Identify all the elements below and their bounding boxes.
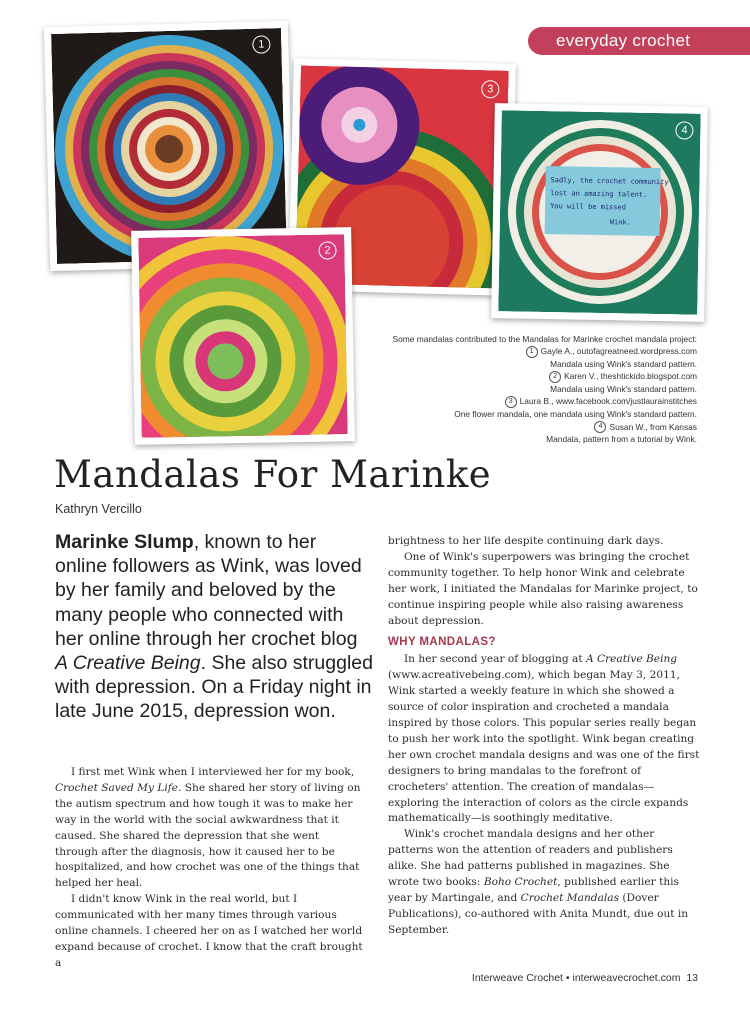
body-column-1 — [55, 765, 365, 972]
photo-number-4: 4 — [675, 121, 693, 139]
section-heading: WHY MANDALAS? — [388, 636, 496, 649]
caption-item-1: 1 Gayle A., outofagreatneed.wordpress.com — [277, 345, 697, 358]
caption-number-4: 4 — [594, 421, 606, 433]
paragraph: Wink's crochet mandala designs and her other patterns won the attention of readers and publishers alike. She had patterns published in magazines. She wrote two books: Boho Crochet, published earlier this year by Martingale, and Crochet Mandalas (Dover Publications), co-authored with Anita Mundt, due out in September. — [388, 828, 689, 936]
note-line-3: You will be missed — [550, 202, 627, 212]
caption-desc-3: One flower mandala, one mandala using Wink's standard pattern. — [454, 409, 697, 420]
paragraph: I didn't know Wink in the real world, but I communicated with her many times through various online channels. I cheered her on as I watched her world expand because of crochet. I know that the craft brought a — [55, 893, 363, 969]
paragraph: One of Wink's superpowers was bringing the crochet community together. To help honor Wink and celebrate her work, I initiated the Mandalas for Marinke project, to continue inspiring people while also raising awareness about depression. — [388, 550, 698, 627]
footer-magazine: Interweave Crochet — [471, 972, 563, 984]
note-line-4: Wink. — [609, 218, 631, 227]
caption-item-4: 4 Susan W., from Kansas — [277, 421, 697, 434]
article-author: Kathryn Vercillo — [55, 502, 142, 516]
mandala-4-image — [498, 110, 700, 314]
intro-paragraph: Marinke Slump, known to her online followers as Wink, was loved by her family and beloved by the many people who connected with her online through her crochet blog A Creative Being. She also struggled with depression. On a Friday night in late June 2015, depression won. — [55, 531, 373, 723]
caption-intro: Some mandalas contributed to the Mandalas for Marinke crochet mandala project: — [392, 334, 697, 344]
intro-name: Marinke Slump — [55, 531, 194, 553]
paragraph: I first met Wink when I interviewed her for my book, Crochet Saved My Life. She shared her story of living on the autism spectrum and how tough it was to make her way in the world with the social awkwardness that it caused. She shared the depression that she went through after the diagnosis, how it caused her to be hospitalized, and how crochet was one of the things that helped her heal. — [55, 766, 361, 890]
note-line-1: Sadly, the crochet community — [550, 176, 669, 187]
footer-bullet: • — [565, 972, 570, 984]
caption-item-2: 2 Karen V., theshtickido.blogspot.com — [277, 370, 697, 383]
body-column-2 — [388, 534, 700, 939]
caption-number-2: 2 — [549, 371, 561, 383]
photo-number-2: 2 — [318, 241, 336, 259]
caption-number-3: 3 — [505, 396, 517, 408]
paragraph: In her second year of blogging at A Creative Being (www.acreativebeing.com), which began May 3, 2011, Wink started a weekly feature in which she showed a source of color inspiration and crocheted a mandala inspired by those colors. This popular series really began to push her work into the spotlight. Wink began creating her own crochet mandala designs and was one of the first designers to bring mandalas to the forefront of crocheters' attention. The creation of mandalas—exploring the interaction of colors as the circle expands mathematically—is soothingly meditative. — [388, 653, 700, 825]
caption-number-1: 1 — [526, 346, 538, 358]
footer-site: interweavecrochet.com — [572, 972, 681, 984]
caption-desc-1: Mandala using Wink's standard pattern. — [550, 359, 697, 370]
page-footer — [472, 972, 698, 984]
note-line-2: lost an amazing talent. — [550, 189, 648, 199]
mandala-photo-4 — [491, 103, 708, 322]
caption-desc-2: Mandala using Wink's standard pattern. — [550, 384, 697, 395]
photo-number-1: 1 — [252, 35, 270, 53]
section-tag: everyday crochet — [528, 27, 750, 55]
article-title: Mandalas For Marinke — [54, 453, 492, 496]
paragraph: brightness to her life despite continuing dark days. — [388, 535, 664, 547]
photo-number-3: 3 — [481, 80, 499, 98]
caption-desc-4: Mandala, pattern from a tutorial by Wink. — [546, 434, 697, 445]
page-number: 13 — [686, 972, 698, 984]
caption-item-3: 3 Laura B., www.facebook.com/justlaurainstitches — [277, 395, 697, 408]
photo-caption — [277, 333, 697, 446]
intro-blog-name: A Creative Being — [55, 652, 201, 675]
